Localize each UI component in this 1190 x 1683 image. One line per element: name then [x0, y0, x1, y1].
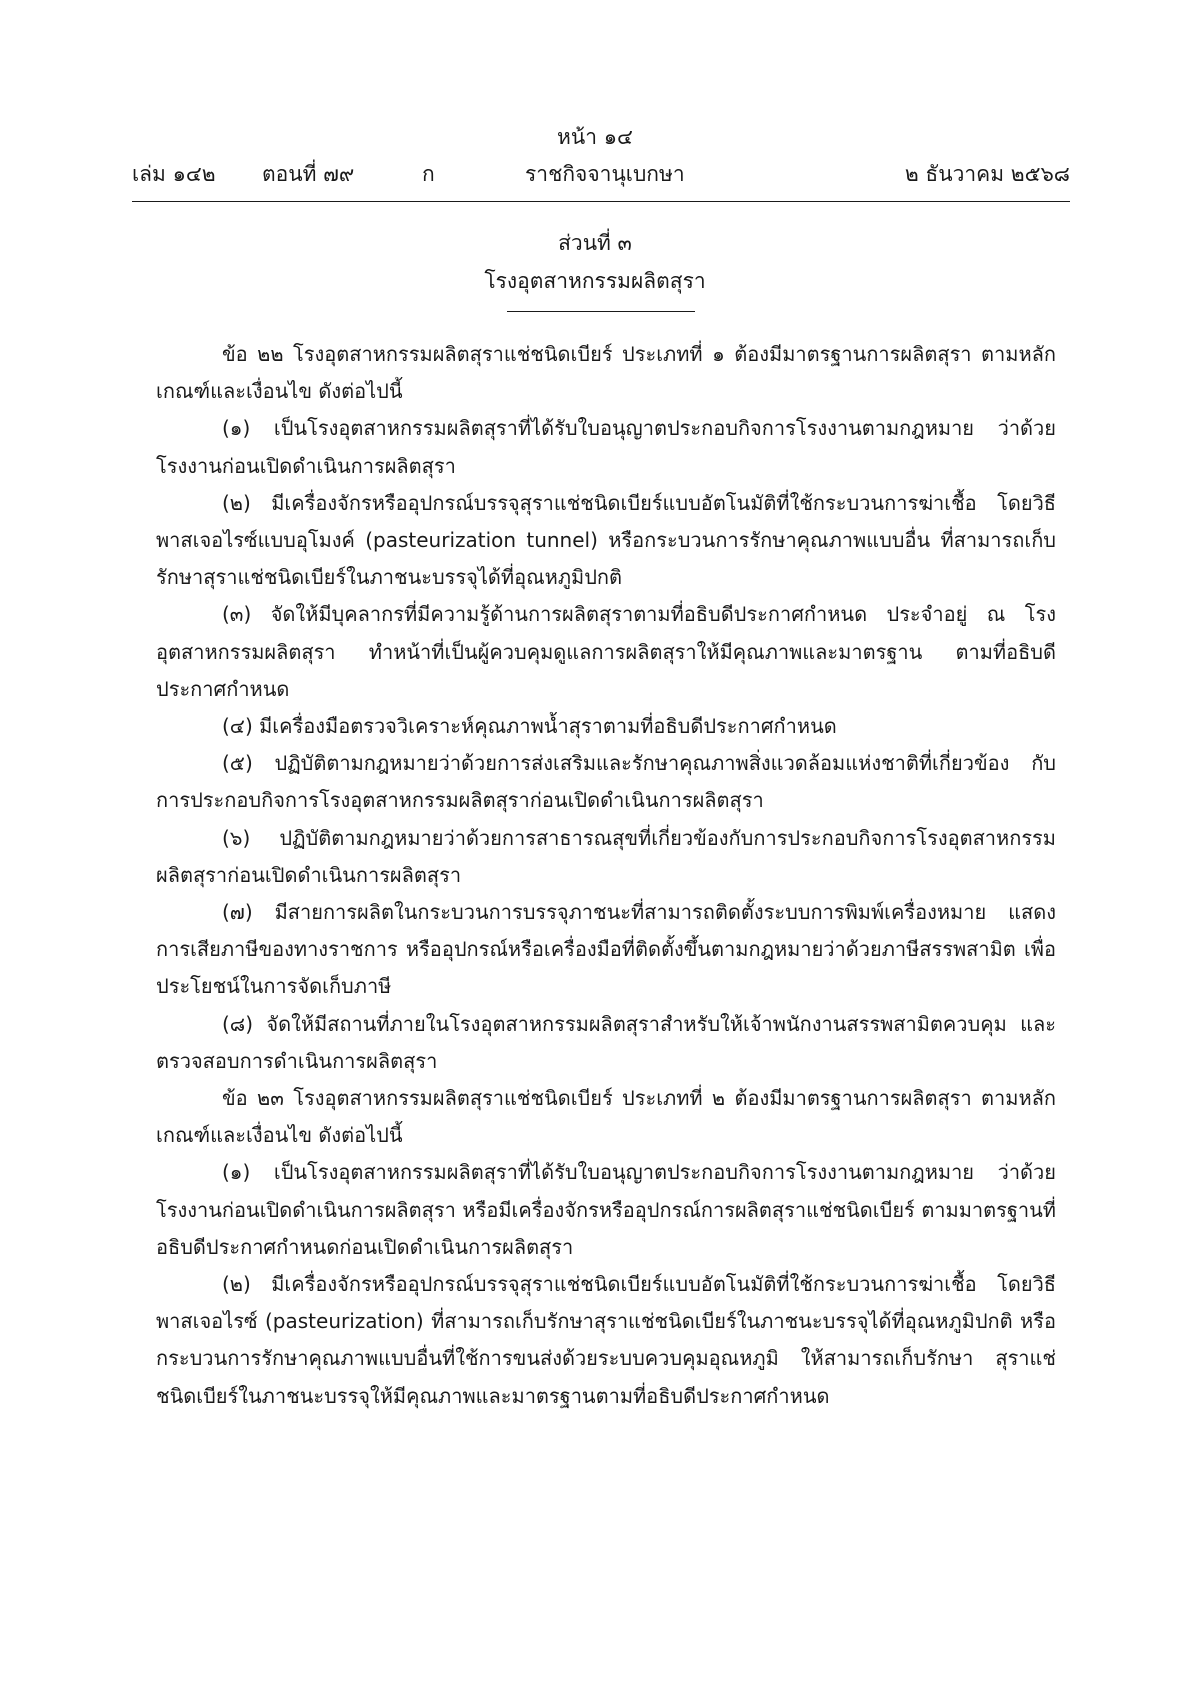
clause-23-item-1: (๑) เป็นโรงอุตสาหกรรมผลิตสุราที่ได้รับใบอนุญาตประกอบกิจการโรงงานตามกฎหมาย ว่าด้วยโรงงานก่อนเปิดดำเนินการผลิตสุรา หรือมีเครื่องจักรหรืออุปกรณ์การผลิตสุราแช่ชนิดเบียร์ ตามมาตรฐานที่อธิบดีประกาศกำหนดก่อนเปิดดำเนินการผลิตสุรา: [156, 1160, 1056, 1259]
publication-date: ๒ ธันวาคม ๒๕๖๘: [904, 162, 1070, 186]
header-divider: [132, 201, 1070, 202]
clause-22-item-8: (๘) จัดให้มีสถานที่ภายในโรงอุตสาหกรรมผลิตสุราสำหรับให้เจ้าพนักงานสรรพสามิตควบคุม และตรวจสอบการดำเนินการผลิตสุรา: [156, 1011, 1056, 1073]
page-number: หน้า ๑๔: [557, 125, 633, 149]
clause-22-item-2: (๒) มีเครื่องจักรหรืออุปกรณ์บรรจุสุราแช่ชนิดเบียร์แบบอัตโนมัติที่ใช้กระบวนการฆ่าเชื้อ โดยวิธีพาสเจอไรซ์แบบอุโมงค์ (pasteurization tunnel) หรือกระบวนการรักษาคุณภาพแบบอื่น ที่สามารถเก็บรักษาสุราแช่ชนิดเบียร์ในภาชนะบรรจุได้ที่อุณหภูมิปกติ: [156, 490, 1056, 590]
part-heading: [0, 224, 1190, 300]
section-letter: ก: [422, 162, 435, 186]
part-title: โรงอุตสาหกรรมผลิตสุรา: [484, 269, 706, 293]
part-divider: [507, 311, 695, 312]
part-number: ส่วนที่ ๓: [558, 231, 632, 255]
clause-22-item-3: (๓) จัดให้มีบุคลากรที่มีความรู้ด้านการผลิตสุราตามที่อธิบดีประกาศกำหนด ประจำอยู่ ณ โรงอุตสาหกรรมผลิตสุรา ทำหน้าที่เป็นผู้ควบคุมดูแลการผลิตสุราให้มีคุณภาพและมาตรฐาน ตามที่อธิบดีประกาศกำหนด: [156, 602, 1056, 701]
document-body: [156, 336, 1056, 1415]
gazette-title: ราชกิจจานุเบกษา: [525, 162, 685, 186]
clause-22-item-5: (๕) ปฏิบัติตามกฎหมายว่าด้วยการส่งเสริมและรักษาคุณภาพสิ่งแวดล้อมแห่งชาติที่เกี่ยวข้อง กับการประกอบกิจการโรงอุตสาหกรรมผลิตสุราก่อนเปิดดำเนินการผลิตสุรา: [156, 751, 1056, 813]
clause-22-item-4: (๔) มีเครื่องมือตรวจวิเคราะห์คุณภาพน้ำสุราตามที่อธิบดีประกาศกำหนด: [222, 714, 837, 739]
clause-23: ข้อ ๒๓ โรงอุตสาหกรรมผลิตสุราแช่ชนิดเบียร์ ประเภทที่ ๒ ต้องมีมาตรฐานการผลิตสุรา ตามหลักเกณฑ์และเงื่อนไข ดังต่อไปนี้: [156, 1086, 1056, 1148]
clause-23-item-2: (๒) มีเครื่องจักรหรืออุปกรณ์บรรจุสุราแช่ชนิดเบียร์แบบอัตโนมัติที่ใช้กระบวนการฆ่าเชื้อ โดยวิธีพาสเจอไรซ์ (pasteurization) ที่สามารถเก็บรักษาสุราแช่ชนิดเบียร์ในภาชนะบรรจุได้ที่อุณหภูมิปกติ หรือกระบวนการรักษาคุณภาพแบบอื่นที่ใช้การขนส่งด้วยระบบควบคุมอุณหภูมิ ให้สามารถเก็บรักษา สุราแช่ชนิดเบียร์ในภาชนะบรรจุให้มีคุณภาพและมาตรฐานตามที่อธิบดีประกาศกำหนด: [156, 1272, 1056, 1408]
clause-22-item-6: (๖) ปฏิบัติตามกฎหมายว่าด้วยการสาธารณสุขที่เกี่ยวข้องกับการประกอบกิจการโรงอุตสาหกรรม ผลิตสุราก่อนเปิดดำเนินการผลิตสุรา: [156, 825, 1056, 887]
clause-22-item-1: (๑) เป็นโรงอุตสาหกรรมผลิตสุราที่ได้รับใบอนุญาตประกอบกิจการโรงงานตามกฎหมาย ว่าด้วยโรงงานก่อนเปิดดำเนินการผลิตสุรา: [156, 416, 1056, 478]
issue-number: ตอนที่ ๗๙: [262, 162, 355, 186]
volume-number: เล่ม ๑๔๒: [132, 162, 216, 186]
clause-22: ข้อ ๒๒ โรงอุตสาหกรรมผลิตสุราแช่ชนิดเบียร์ ประเภทที่ ๑ ต้องมีมาตรฐานการผลิตสุรา ตามหลักเกณฑ์และเงื่อนไข ดังต่อไปนี้: [156, 342, 1056, 404]
clause-22-item-7: (๗) มีสายการผลิตในกระบวนการบรรจุภาชนะที่สามารถติดตั้งระบบการพิมพ์เครื่องหมาย แสดงการเสียภาษีของทางราชการ หรืออุปกรณ์หรือเครื่องมือที่ติดตั้งขึ้นตามกฎหมายว่าด้วยภาษีสรรพสามิต เพื่อประโยชน์ในการจัดเก็บภาษี: [156, 900, 1056, 999]
gazette-header: [132, 158, 1070, 190]
